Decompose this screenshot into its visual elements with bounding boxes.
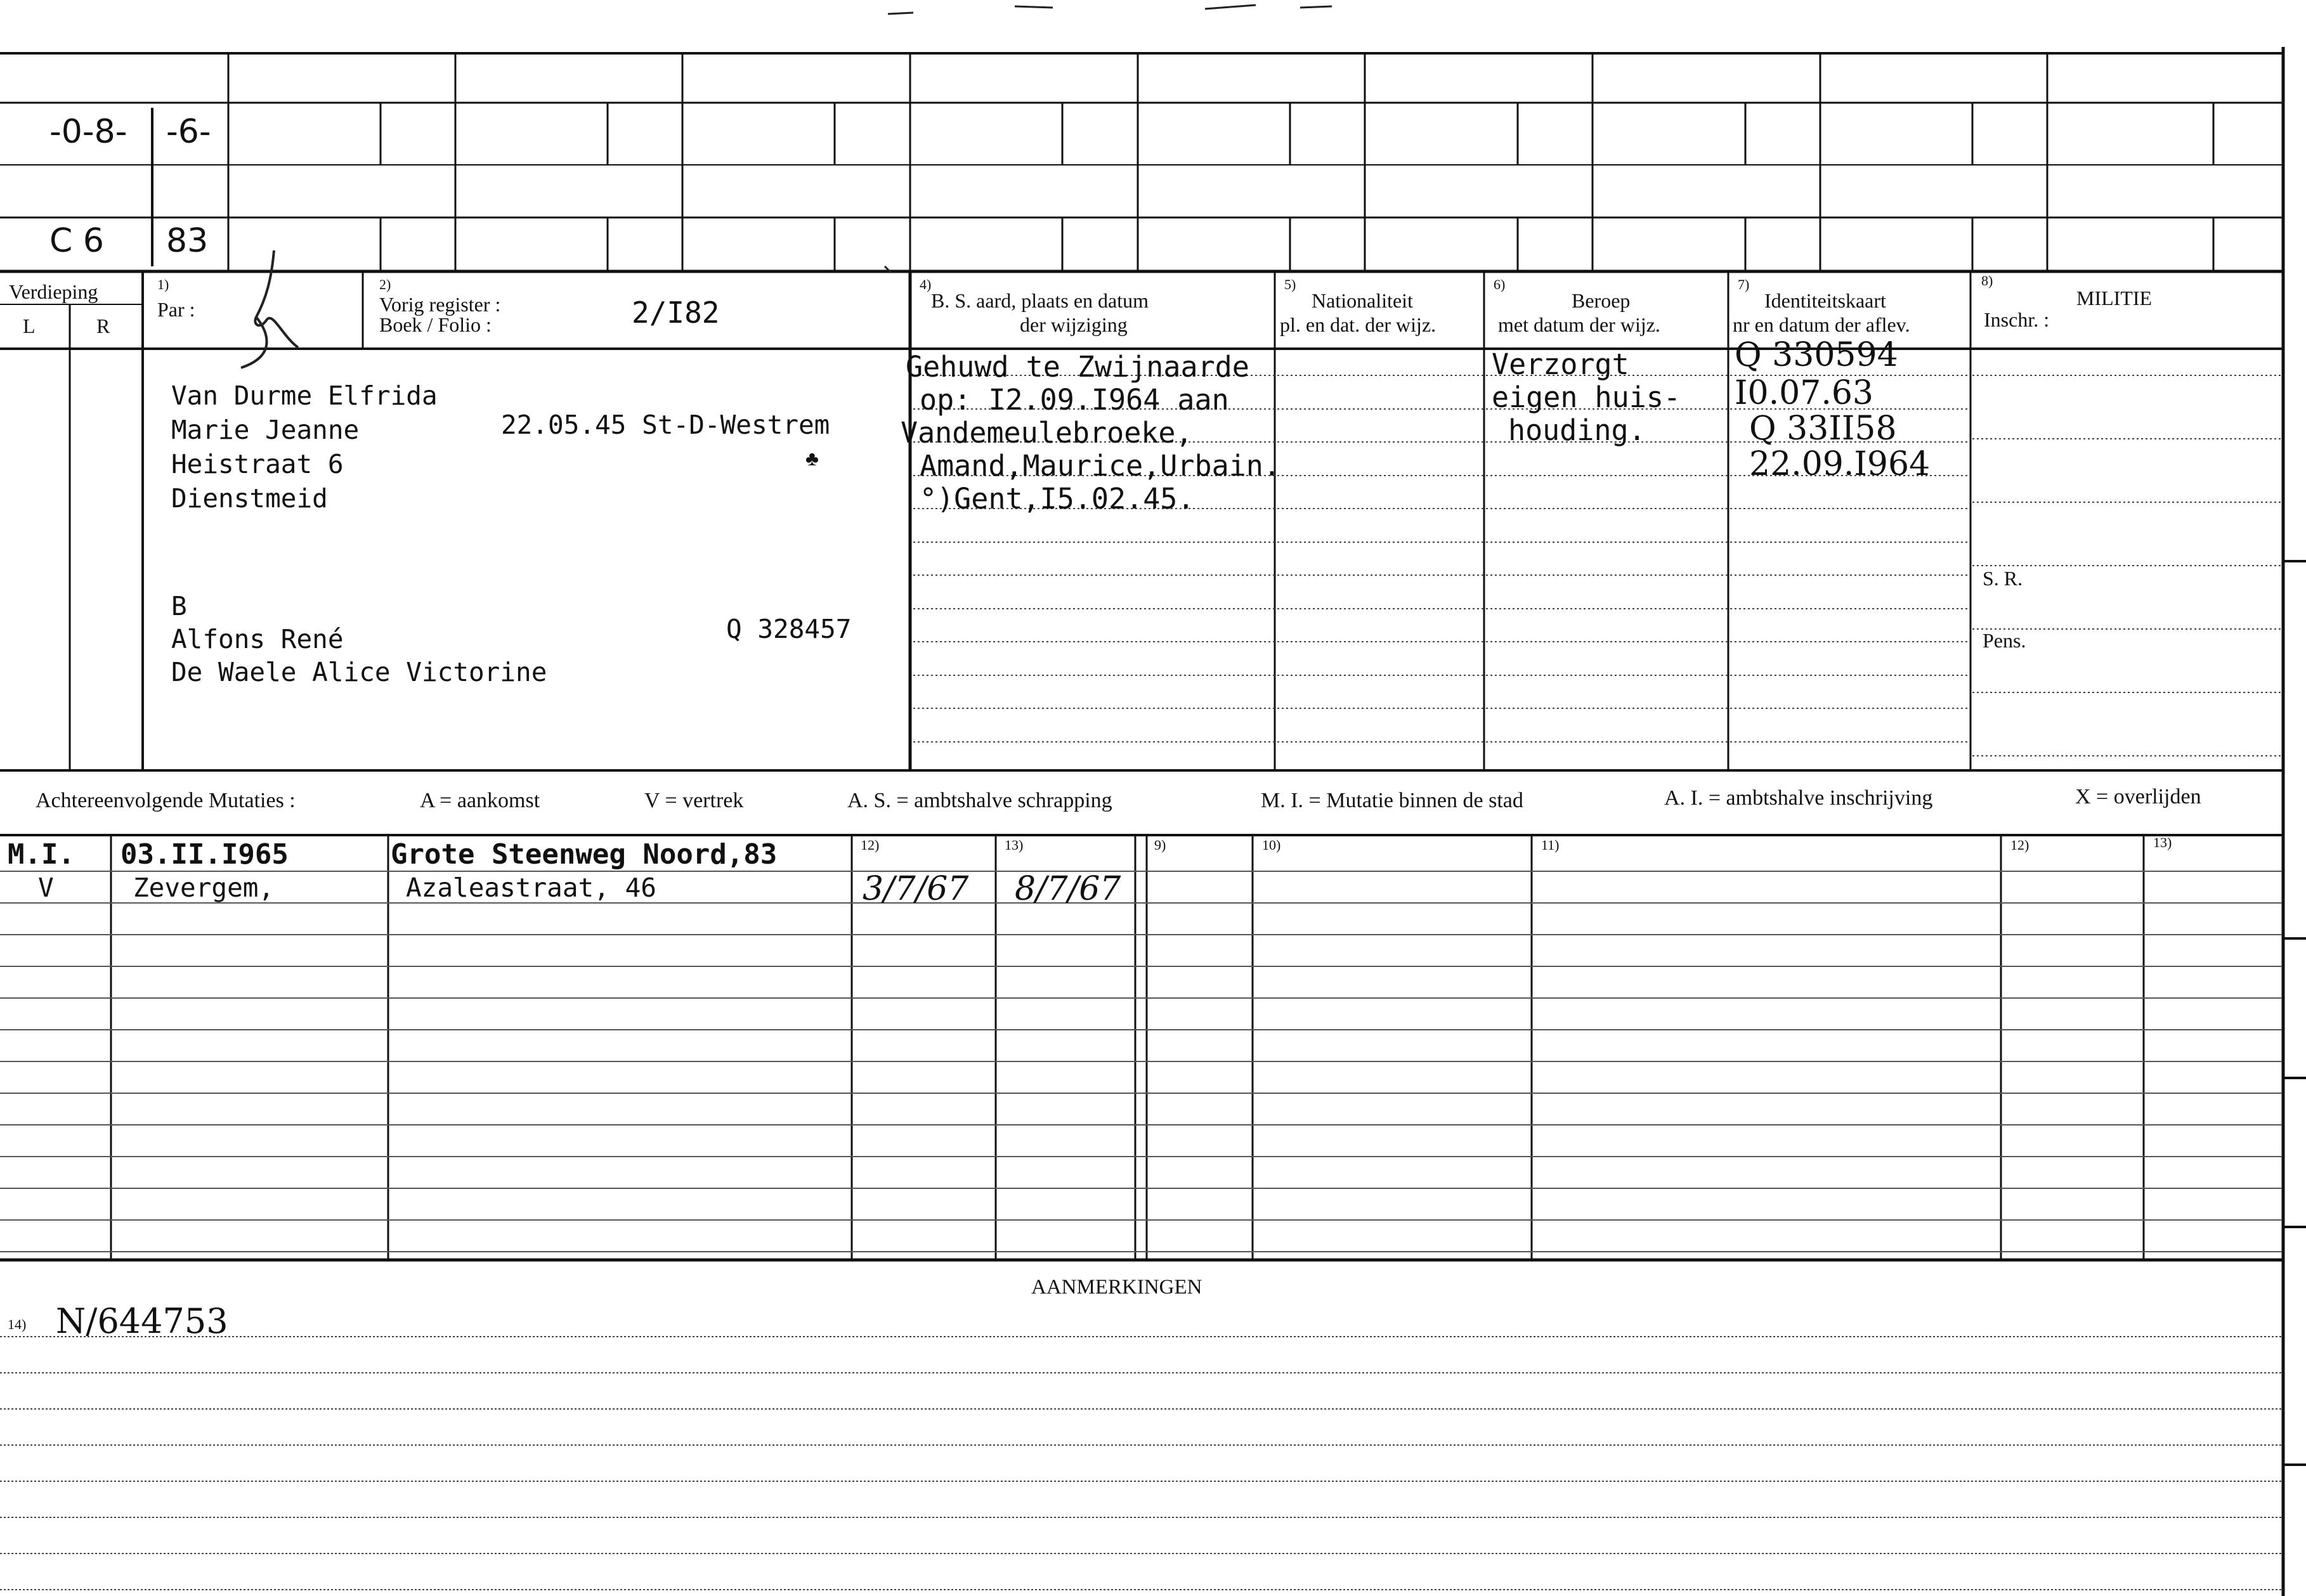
stamp-mark: ♣ [805,447,819,470]
top-code-right: -6- [166,113,211,151]
beroep-entry-1: Verzorgt [1492,347,1629,381]
l-label: L [23,315,36,337]
mutation-address: Grote Steenweg Noord,83 [391,838,778,871]
mutaties-title: Achtereenvolgende Mutaties : [36,789,296,812]
mutation-address: Azaleastraat, 46 [406,873,656,903]
bs-header-line1: B. S. aard, plaats en datum [931,289,1149,312]
vorig-register-label: Vorig register : [379,293,501,316]
mut-col-num: 11) [1541,837,1560,853]
mut-col-num: 13) [2153,834,2172,850]
par-label: Par : [157,298,195,321]
beroep-entry-3: houding. [1508,413,1646,447]
bs-entry-1: Gehuwd te Zwijnaarde [906,350,1249,384]
person-occupation: Dienstmeid [171,483,328,514]
beroep-header-line1: Beroep [1572,289,1631,312]
id-entry-3: Q 33II58 [1749,410,1897,448]
person-name: Van Durme Elfrida [171,380,438,411]
beroep-header-line2: met datum der wijz. [1498,313,1660,336]
aanmerkingen-value: N/644753 [56,1301,228,1341]
bs-entry-5: °)Gent,I5.02.45. [920,482,1195,516]
militie-number: 8) [1981,273,1993,289]
person-address: Heistraat 6 [171,449,344,479]
section-code: C 6 [49,222,104,260]
legend-mutatie-binnen: M. I. = Mutatie binnen de stad [1261,789,1523,812]
top-code-left: -0-8- [49,113,127,151]
aanmerkingen-title: AANMERKINGEN [1031,1276,1202,1299]
id-number: 7) [1738,276,1750,292]
mut-col-num: 12) [2010,837,2029,853]
legend-ambtshalve-schrapping: A. S. = ambtshalve schrapping [847,789,1112,812]
legend-aankomst: A = aankomst [420,789,540,812]
mut-col-num: 10) [1262,837,1281,853]
aanmerkingen-number: 14) [8,1316,27,1332]
id-entry-2: I0.07.63 [1735,374,1874,412]
par-number: 1) [157,276,169,292]
boek-folio-label: Boek / Folio : [379,313,492,336]
pen-mark [241,250,298,368]
person-id-number: Q 328457 [726,614,852,644]
legend-overlijden: X = overlijden [2075,785,2201,808]
nat-number: 5) [1284,276,1296,292]
nat-header-line2: pl. en dat. der wijz. [1280,313,1436,336]
militie-label: MILITIE [2076,287,2153,309]
bs-header-line2: der wijziging [1020,313,1128,336]
mutation-date-13: 8/7/67 [1015,870,1121,908]
father-name: Alfons René [171,624,344,654]
b-label: B [171,591,187,621]
mut-col-num: 9) [1154,837,1166,853]
pens-label: Pens. [1983,629,2026,652]
vorig-register-value: 2/I82 [632,295,720,330]
legend-vertrek: V = vertrek [644,789,744,812]
id-header-line1: Identiteitskaart [1764,289,1886,312]
r-label: R [96,315,110,337]
person-given-names: Marie Jeanne [171,415,360,445]
sr-label: S. R. [1983,567,2023,590]
bs-entry-4: Amand,Maurice,Urbain. [920,449,1280,483]
vorig-number: 2) [379,276,391,292]
verdieping-label: Verdieping [9,280,98,303]
mother-name: De Waele Alice Victorine [171,657,547,687]
house-number-code: 83 [166,222,209,260]
mut-col-num: 12) [861,837,880,853]
id-entry-1: Q 330594 [1735,336,1898,374]
birth-date-place: 22.05.45 St-D-Westrem [501,410,830,440]
beroep-entry-2: eigen huis- [1492,380,1681,414]
id-header-line2: nr en datum der aflev. [1733,313,1910,336]
mutation-date-12: 3/7/67 [863,870,969,908]
bs-number: 4) [920,276,932,292]
mutation-date: 03.II.I965 [121,838,289,871]
nat-header-line1: Nationaliteit [1312,289,1413,312]
id-entry-4: 22.09.I964 [1749,445,1931,483]
mutation-place: Zevergem, [133,873,275,903]
mutation-type: V [38,873,54,903]
inschr-label: Inschr. : [1984,308,2050,331]
mutation-type: M.I. [8,838,75,871]
beroep-number: 6) [1494,276,1506,292]
mut-col-num: 13) [1005,837,1024,853]
legend-ambtshalve-inschrijving: A. I. = ambtshalve inschrijving [1664,786,1933,810]
bs-entry-2: op: I2.09.I964 aan [920,383,1229,417]
bs-entry-3: Vandemeulebroeke, [901,416,1193,450]
